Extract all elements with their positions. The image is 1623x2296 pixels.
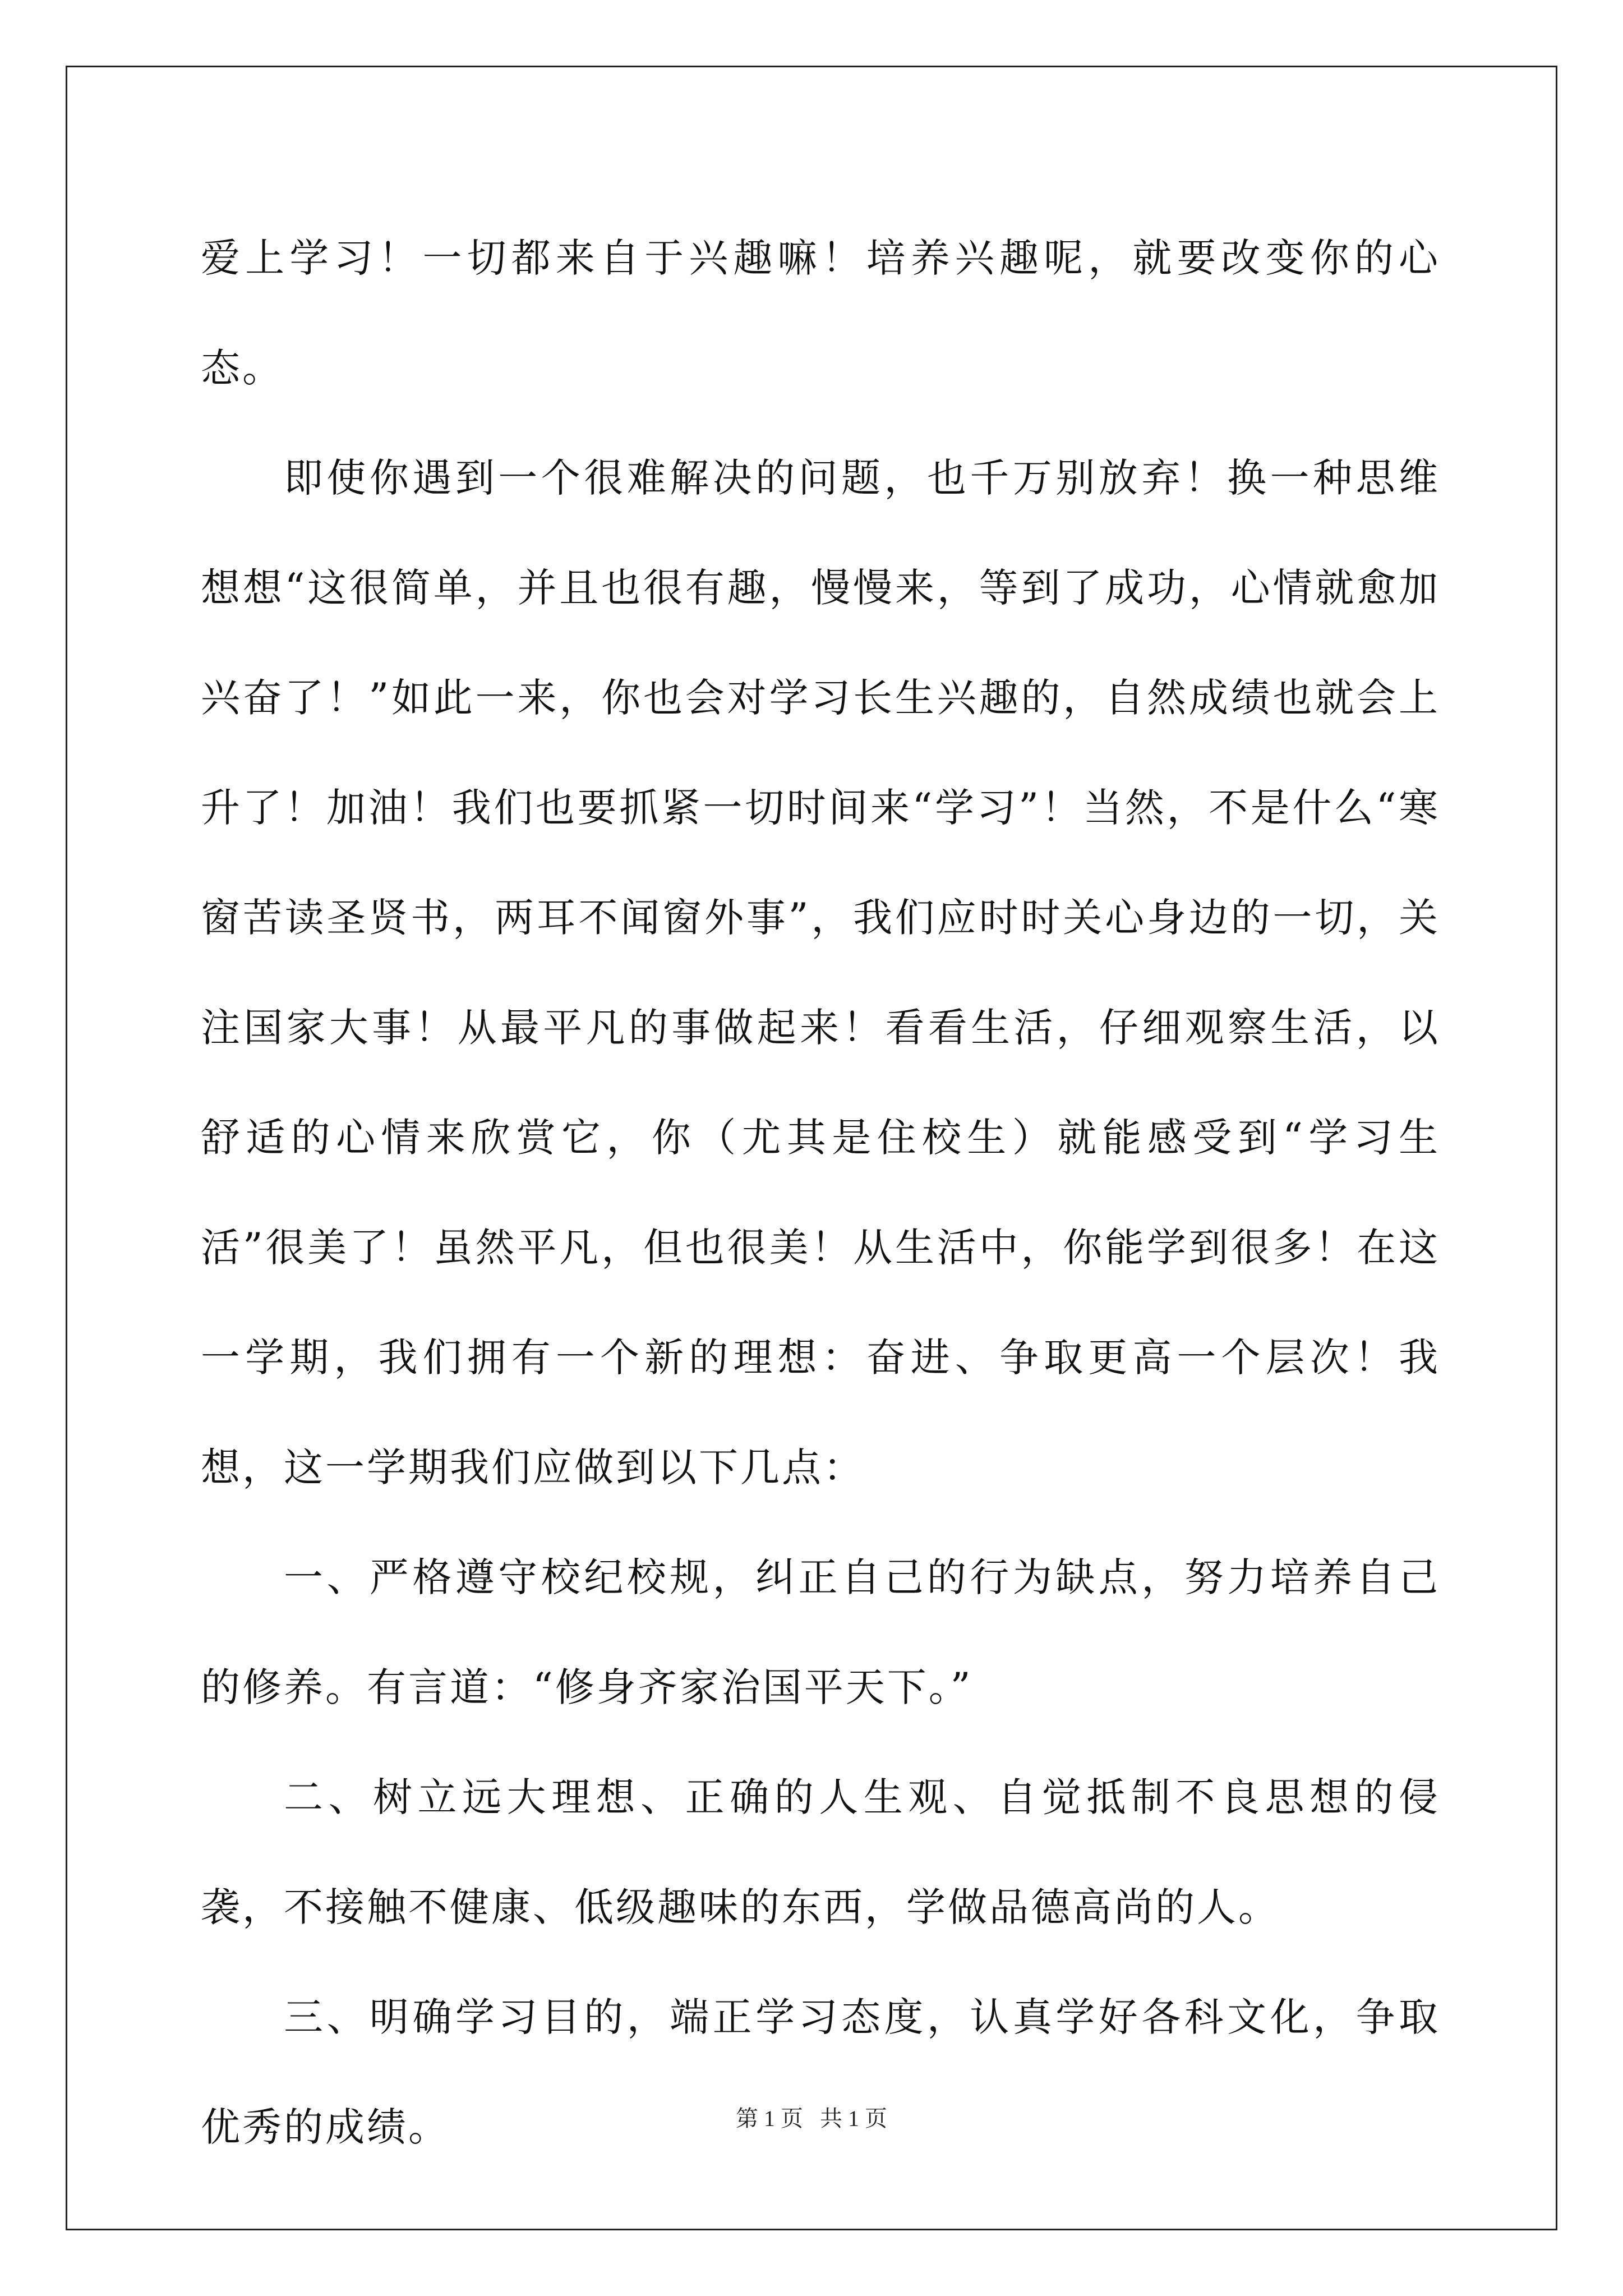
paragraph-5: 三、明确学习目的，端正学习态度，认真学好各科文化，争取优秀的成绩。 (201, 1994, 1440, 2150)
page-footer: 第 1 页 共 1 页 (736, 2106, 887, 2131)
document-body (201, 203, 1440, 2182)
paragraph-3: 一、严格遵守校纪校规，纠正自己的行为缺点，努力培养自己的修养。有言道：“修身齐家治国平天下。” (201, 1554, 1440, 1710)
paragraph-4: 二、树立远大理想、正确的人生观、自觉抵制不良思想的侵袭，不接触不健康、低级趣味的东西，学做品德高尚的人。 (201, 1774, 1440, 1930)
paragraph-1: 爱上学习！一切都来自于兴趣嘛！培养兴趣呢，就要改变你的心态。 (201, 235, 1440, 391)
paragraph-2: 即使你遇到一个很难解决的问题，也千万别放弃！换一种思维想想“这很简单，并且也很有趣，慢慢来，等到了成功，心情就愈加兴奋了！”如此一来，你也会对学习长生兴趣的，自然成绩也就会上升了！加油！我们也要抓紧一切时间来“学习”！当然，不是什么“寒窗苦读圣贤书，两耳不闻窗外事”，我们应时时关心身边的一切，关注国家大事！从最平凡的事做起来！看看生活，仔细观察生活，以舒适的心情来欣赏它，你（尤其是住校生）就能感受到“学习生活”很美了！虽然平凡，但也很美！从生活中，你能学到很多！在这一学期，我们拥有一个新的理想：奋进、争取更高一个层次！我想，这一学期我们应做到以下几点： (201, 455, 1440, 1490)
